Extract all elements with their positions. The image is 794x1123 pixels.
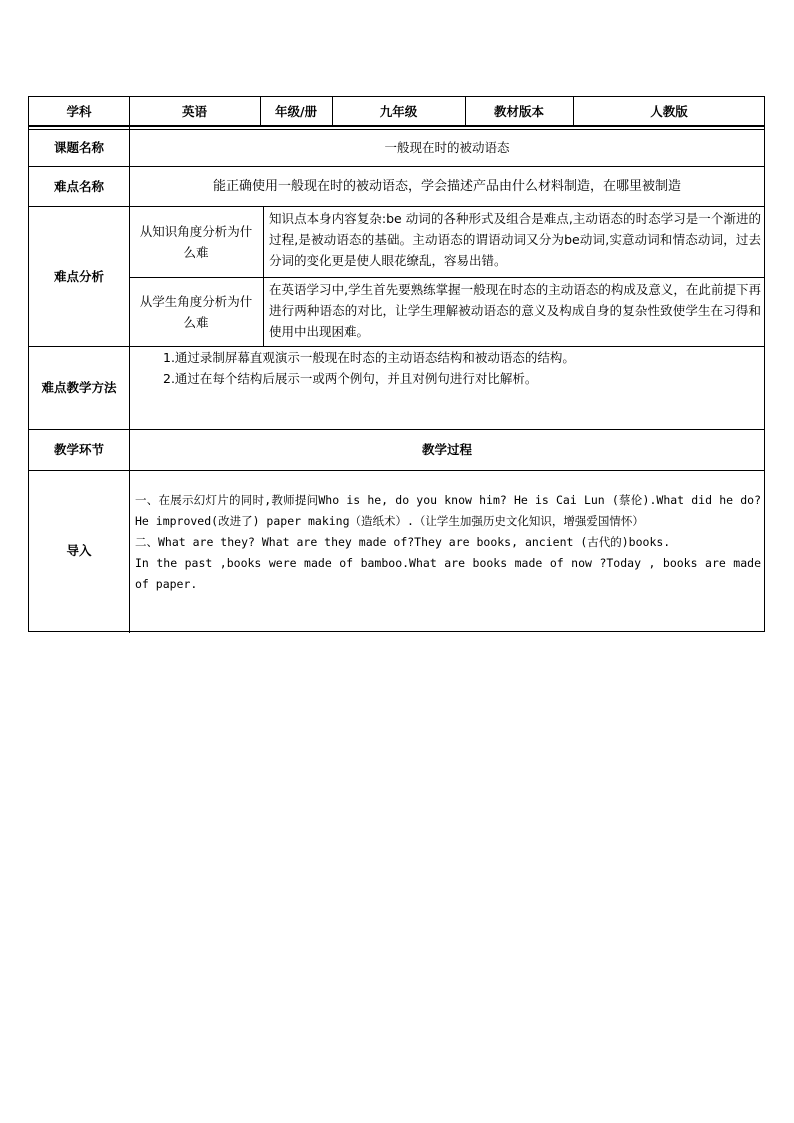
- intro-paragraph: 二、What are they? What are they made of?They are books, ancient (古代的)books.: [135, 535, 671, 549]
- row-divider: [29, 125, 764, 127]
- intro-paragraph: 一、在展示幻灯片的同时,教师提问Who is he, do you know him? He is Cai Lun (蔡伦).What did he do? He improved(改进了) paper making（造纸术）.（让学生加强历史文化知识，增强爱国情怀）: [135, 493, 761, 528]
- difficulty-value: 能正确使用一般现在时的被动语态，学会描述产品由什么材料制造，在哪里被制造: [212, 178, 681, 194]
- method-list: [163, 347, 763, 389]
- lesson-label: 课题名称: [53, 140, 104, 155]
- student-angle-label: 从学生角度分析为什么难: [139, 293, 253, 330]
- method-label: 难点教学方法: [41, 380, 117, 395]
- process-label: 教学过程: [421, 442, 472, 457]
- row-divider: [29, 470, 764, 471]
- stage-label: 教学环节: [53, 442, 104, 457]
- method-item: 2.通过在每个结构后展示一或两个例句，并且对例句进行对比解析。: [163, 371, 538, 386]
- edition-label: 教材版本: [493, 103, 544, 119]
- subject-label: 学科: [66, 103, 92, 119]
- grade-label: 年级/册: [274, 103, 318, 119]
- knowledge-angle-text: 知识点本身内容复杂:be 动词的各种形式及组合是难点,主动语态的时态学习是一个渐进的过程,是被动语态的基础。主动语态的谓语动词又分为be动词,实意动词和情态动词，过去分词的变化更是使人眼花缭乱，容易出错。: [269, 211, 761, 268]
- knowledge-angle-label: 从知识角度分析为什么难: [139, 223, 253, 260]
- grade-value: 九年级: [379, 103, 418, 119]
- difficulty-label: 难点名称: [53, 178, 104, 194]
- lesson-value: 一般现在时的被动语态: [384, 140, 510, 155]
- method-item: 1.通过录制屏幕直观演示一般现在时态的主动语态结构和被动语态的结构。: [163, 350, 575, 365]
- intro-label: 导入: [66, 543, 92, 558]
- student-angle-text: 在英语学习中,学生首先要熟练掌握一般现在时态的主动语态的构成及意义，在此前提下再进行两种语态的对比，让学生理解被动语态的意义及构成自身的复杂性致使学生在习得和使用中出现困难。: [269, 282, 761, 339]
- intro-content: [135, 490, 761, 595]
- edition-value: 人教版: [650, 103, 688, 119]
- subject-value: 英语: [181, 103, 207, 119]
- intro-paragraph: In the past ,books were made of bamboo.What are books made of now ?Today , books are made of paper.: [135, 556, 761, 591]
- analysis-label: 难点分析: [53, 268, 104, 284]
- lesson-plan-table: [28, 96, 765, 632]
